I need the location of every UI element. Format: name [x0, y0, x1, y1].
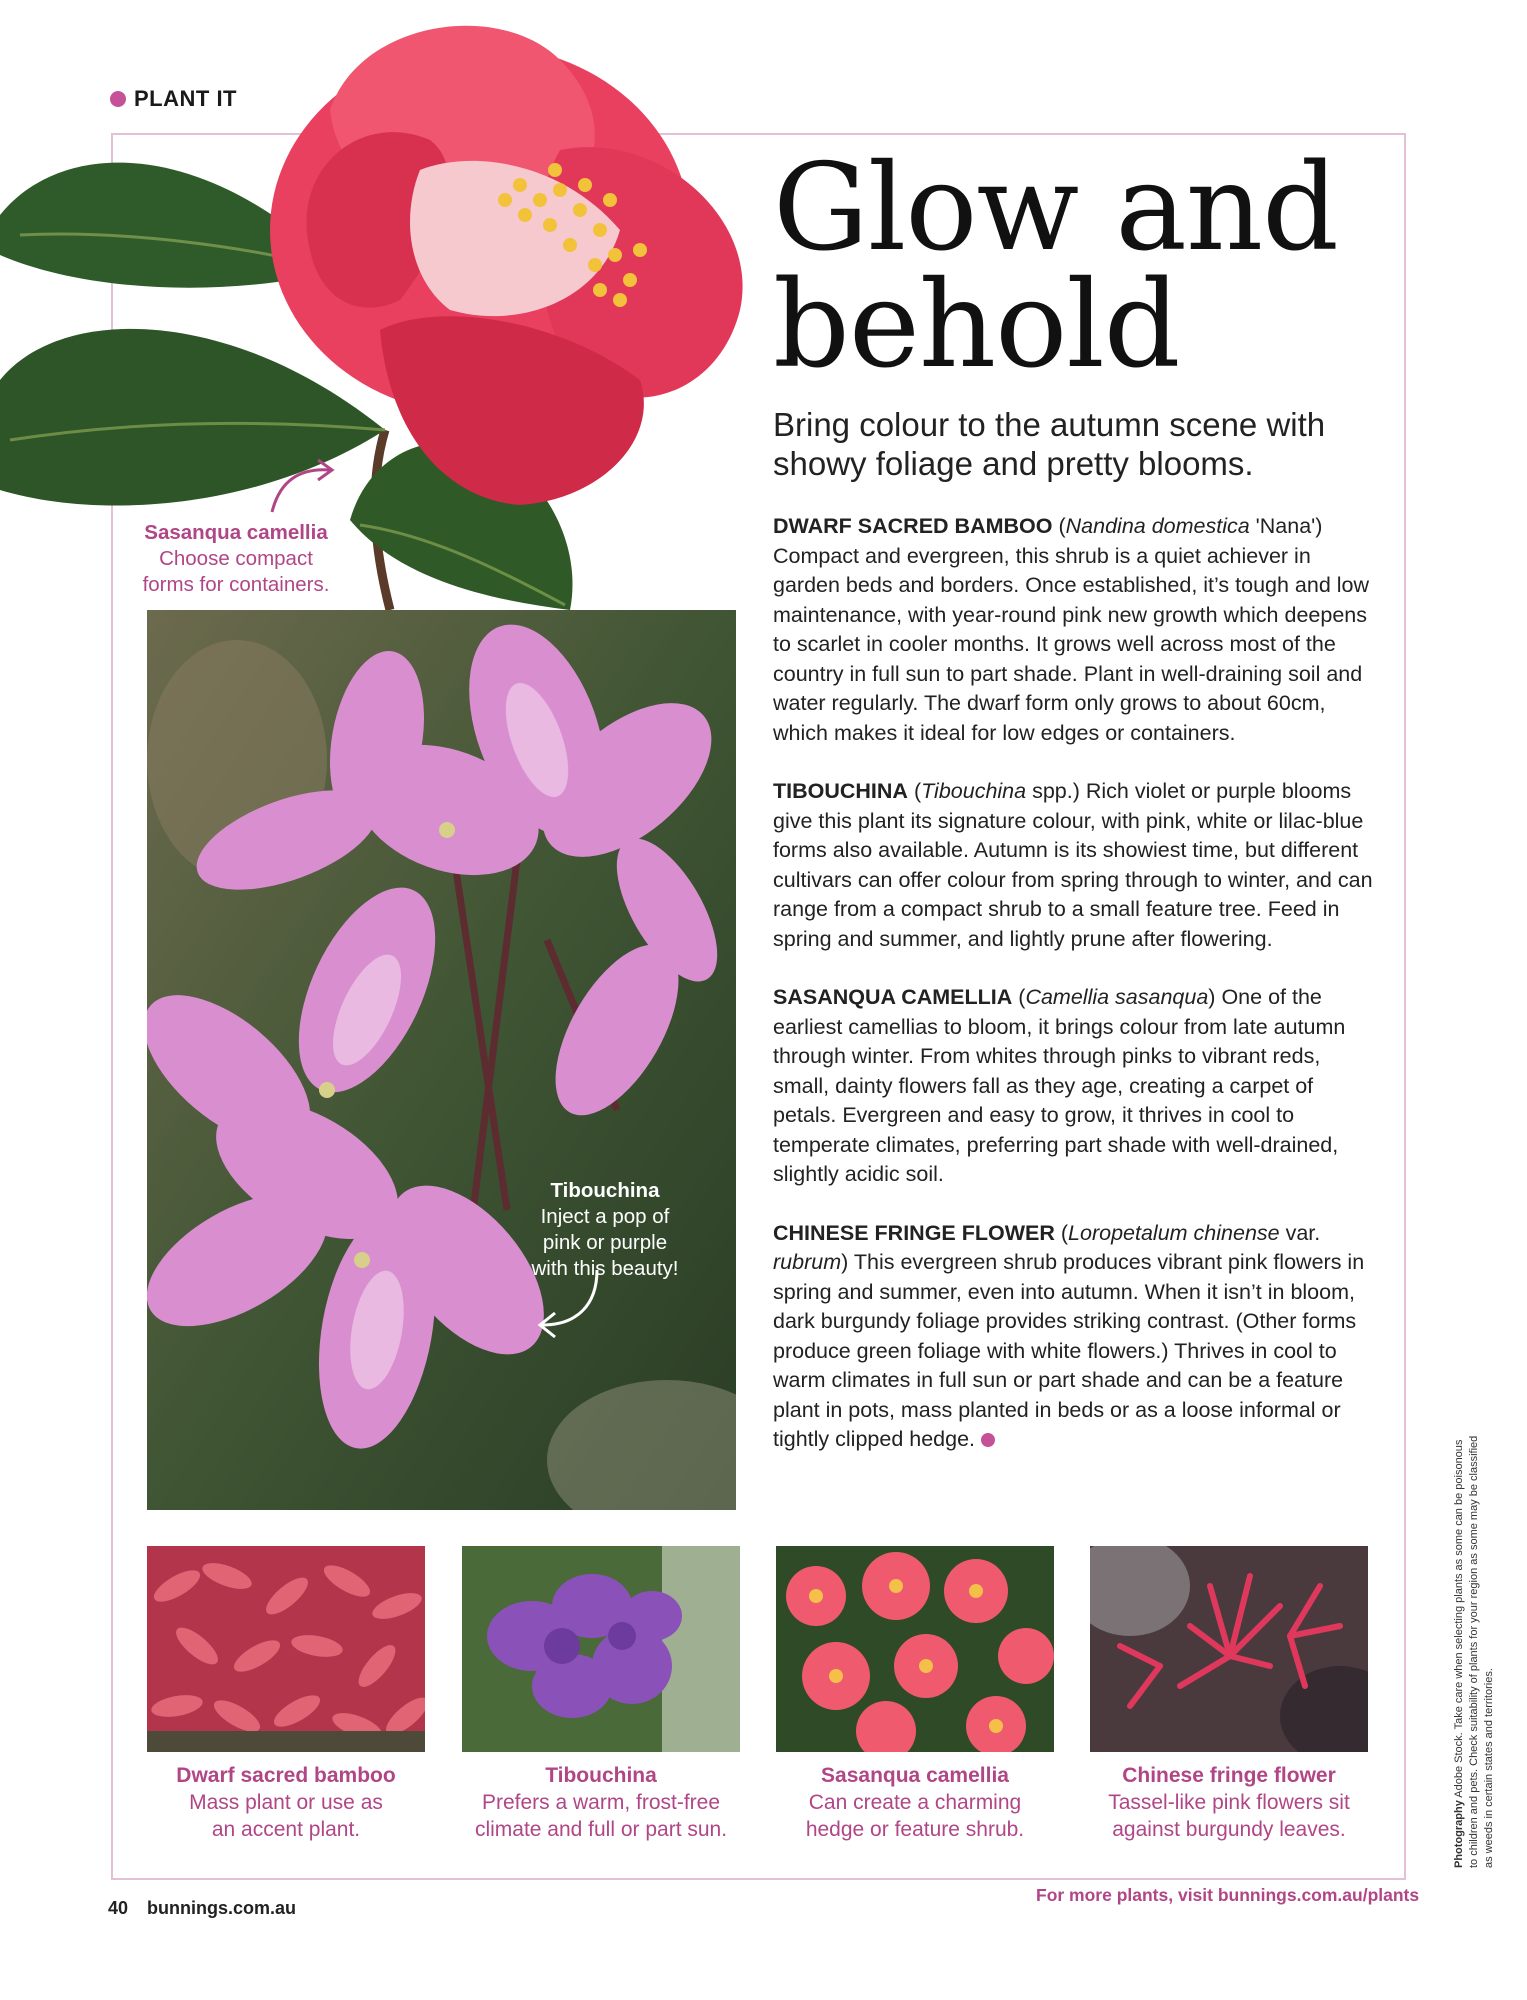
latin-close: )	[841, 1250, 849, 1274]
caption-name: Sasanqua camellia	[821, 1764, 1009, 1787]
tibouchina-callout-name: Tibouchina	[550, 1179, 660, 1202]
footer-left	[108, 1898, 296, 1919]
thumbnail-sasanqua-camellia	[776, 1546, 1054, 1752]
tibouchina-callout-desc-2: pink or purple	[542, 1231, 668, 1254]
caption-desc-2: against burgundy leaves.	[1112, 1818, 1346, 1841]
page-title	[773, 139, 1338, 395]
credit-text: Adobe Stock. Take care when selecting plants as some can be poisonous to children and pets. Check suitability of plants for your region as some may be classified as weeds in certain states and territories.	[1453, 1435, 1495, 1868]
latin-open: (	[907, 779, 922, 803]
article-sasanqua-camellia	[773, 983, 1373, 1190]
latin-name: Camellia sasanqua	[1025, 985, 1209, 1009]
article-text: One of the earliest camellias to bloom, it brings colour from late autumn through winter. From whites through pinks to vibrant reds, small, dainty flowers fall as they age, creating a carpet of petals. Evergreen and easy to grow, it thrives in cool to temperate climates, preferring part shade with well-drained, slightly acidic soil.	[773, 985, 1346, 1186]
caption-tibouchina	[451, 1762, 751, 1843]
credit-label: Photography	[1453, 1800, 1465, 1868]
caption-chinese-fringe-flower	[1079, 1762, 1379, 1843]
latin-close: )	[1208, 985, 1216, 1009]
latin-close: 'Nana')	[1249, 514, 1323, 538]
caption-name: Chinese fringe flower	[1122, 1764, 1336, 1787]
tibouchina-callout-desc-3: with this beauty!	[531, 1257, 679, 1280]
caption-desc-2: an accent plant.	[211, 1818, 361, 1841]
latin-open: (	[1054, 1220, 1069, 1245]
latin-open: (	[1052, 514, 1066, 538]
caption-desc-1: Mass plant or use as	[189, 1791, 383, 1814]
article-text: Rich violet or purple blooms give this plant its signature colour, with pink, white or lilac-blue forms also available. Autumn is its showiest time, but different cultivars can offer colour from spring through to winter, and can range from a compact shrub to a small feature tree. Feed in spring and summer, and lightly prune after flowering.	[773, 779, 1373, 951]
photo-credit	[1452, 1428, 1497, 1868]
standfirst: Bring colour to the autumn scene with showy foliage and pretty blooms.	[773, 406, 1326, 482]
tibouchina-callout-desc-1: Inject a pop of	[540, 1205, 670, 1228]
article-dwarf-sacred-bamboo	[773, 512, 1373, 748]
camellia-callout	[126, 520, 346, 598]
latin-mid: var.	[1279, 1220, 1321, 1245]
camellia-flower-image	[0, 0, 760, 620]
thumbnail-chinese-fringe-flower	[1090, 1546, 1368, 1752]
latin-name: Tibouchina	[921, 779, 1027, 803]
caption-dwarf-sacred-bamboo	[136, 1762, 436, 1843]
camellia-callout-name: Sasanqua camellia	[144, 521, 328, 544]
caption-desc-1: Prefers a warm, frost-free	[481, 1791, 721, 1814]
caption-desc-2: climate and full or part sun.	[474, 1818, 728, 1841]
caption-desc-1: Can create a charming	[808, 1791, 1022, 1814]
article-tibouchina	[773, 777, 1373, 954]
article-heading: DWARF SACRED BAMBOO	[773, 514, 1053, 538]
latin-name-2: rubrum	[773, 1250, 842, 1274]
page-title-line-1: Glow and	[773, 139, 1338, 278]
tibouchina-photo	[147, 610, 736, 1510]
article-heading: TIBOUCHINA	[773, 779, 908, 803]
latin-name: Nandina domestica	[1065, 514, 1250, 538]
footer-more-plants-link[interactable]: For more plants, visit bunnings.com.au/plants	[1036, 1885, 1420, 1905]
camellia-callout-desc-2: forms for containers.	[142, 573, 330, 596]
thumbnail-tibouchina	[462, 1546, 740, 1752]
caption-name: Tibouchina	[545, 1764, 657, 1787]
caption-desc-1: Tassel-like pink flowers sit	[1108, 1791, 1350, 1814]
article-body	[773, 512, 1373, 1484]
article-text: Compact and evergreen, this shrub is a quiet achiever in garden beds and borders. Once established, it’s tough and low maintenance, with year-round pink new growth which deepens to scarlet in cooler months. It grows well across most of the country in full sun to part shade. Plant in well-draining soil and water regularly. The dwarf form only grows to about 60cm, which makes it ideal for low edges or containers.	[773, 543, 1370, 745]
latin-close: spp.)	[1026, 779, 1080, 803]
article-text: This evergreen shrub produces vibrant pink flowers in spring and summer, even into autumn. When it isn’t in bloom, dark burgundy foliage provides striking contrast. (Other forms produce green foliage with white flowers.) Thrives in cool to warm climates in full sun or part shade and can be a feature plant in pots, mass planted in beds or as a loose informal or tightly clipped hedge.	[773, 1250, 1365, 1451]
thumbnail-dwarf-sacred-bamboo	[147, 1546, 425, 1752]
latin-open: (	[1012, 985, 1026, 1009]
article-heading: CHINESE FRINGE FLOWER	[773, 1220, 1055, 1245]
caption-desc-2: hedge or feature shrub.	[805, 1818, 1025, 1841]
article-heading: SASANQUA CAMELLIA	[773, 985, 1013, 1009]
page-number: 40	[108, 1898, 129, 1918]
tibouchina-callout	[510, 1178, 700, 1282]
end-dot-icon	[981, 1433, 995, 1447]
footer-site-link[interactable]: bunnings.com.au	[147, 1898, 297, 1918]
caption-name: Dwarf sacred bamboo	[176, 1764, 396, 1787]
camellia-callout-desc-1: Choose compact	[159, 547, 313, 570]
latin-name: Loropetalum chinense	[1068, 1220, 1280, 1245]
article-chinese-fringe-flower	[773, 1219, 1373, 1455]
page-title-line-2: behold	[773, 256, 1180, 395]
section-label-text: PLANT IT	[134, 86, 237, 111]
caption-sasanqua-camellia	[765, 1762, 1065, 1843]
